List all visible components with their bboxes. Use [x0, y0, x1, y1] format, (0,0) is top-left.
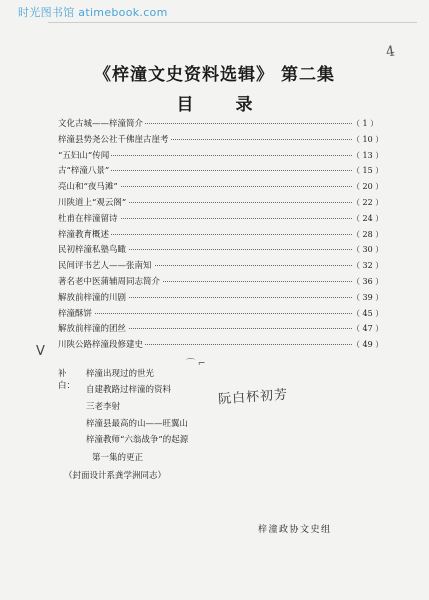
toc-entry-title: 古“梓潼八景”	[58, 166, 110, 177]
book-title: 《梓潼文史资料选辑》 第二集	[94, 65, 335, 85]
toc-entry-title: 梓潼县势尧公社千佛崖古崖考	[58, 134, 169, 145]
toc-entry-page: （ 15 ）	[352, 166, 384, 176]
toc-entry	[58, 276, 384, 288]
supplement-label: 补白：	[58, 369, 76, 391]
toc-entry	[58, 213, 384, 225]
toc-entry-title: 杜甫在梓潼留诗	[58, 213, 118, 224]
toc-entry-page: （ 28 ）	[352, 229, 384, 239]
toc-entry-page: （ 49 ）	[352, 340, 384, 350]
toc-entry	[58, 308, 384, 320]
publisher: 梓潼政协文史组	[258, 525, 332, 535]
toc-entry-title: 文化古城——梓潼简介	[58, 119, 144, 129]
toc-entry-title: 川陕公路梓潼段修建史	[58, 340, 144, 351]
toc-entry	[58, 323, 384, 335]
toc-entry	[58, 229, 384, 241]
pencil-tick-marks: ⌒ ⌐	[186, 359, 206, 369]
toc-entry-page: （ 20 ）	[352, 182, 384, 192]
toc-entry-title: 川陕道上“观云阁”	[58, 198, 127, 208]
toc-entry	[58, 118, 378, 130]
supplement-item: 梓潼县最高的山——旺翼山	[86, 419, 189, 429]
toc-entry-page: （ 10 ）	[352, 134, 384, 144]
toc-entry-title: 著名老中医蒲辅周同志简介	[58, 277, 161, 287]
toc-entry	[58, 165, 384, 177]
supplement-item: 第一集的更正	[92, 453, 144, 463]
toc-entry	[58, 339, 384, 351]
toc-entry	[58, 134, 384, 146]
scan-edge-line	[48, 22, 417, 23]
toc-entry-title: 解放前梓潼的团丝	[58, 324, 127, 335]
toc-entry	[58, 197, 384, 209]
toc-entry-page: （ 47 ）	[352, 324, 384, 334]
toc-entry-page: （ 36 ）	[352, 277, 384, 286]
cover-design-credit: （封面设计系龚学洲同志）	[64, 471, 167, 481]
supplement-item: 梓潼出现过的世光	[86, 369, 155, 379]
toc-entry-page: （ 39 ）	[352, 292, 384, 302]
supplement-item: 三老李射	[86, 402, 121, 412]
toc-entry-title: 民间评书艺人——张南知	[58, 261, 152, 272]
toc-entry	[58, 292, 384, 304]
toc-entry-page: （ 30 ）	[352, 245, 384, 255]
corner-pencil-mark: 4	[384, 43, 397, 61]
toc-entry-page: （ 32 ）	[352, 261, 384, 271]
margin-check-mark: V	[36, 344, 45, 359]
toc-entry-page: （ 24 ）	[352, 213, 384, 223]
toc-entry-page: （ 13 ）	[352, 150, 384, 160]
toc-entry	[58, 150, 384, 162]
toc-entry-title: 梓潼酥饼	[58, 308, 93, 319]
toc-entry-title: 解放前梓潼的川剧	[58, 292, 127, 303]
toc-entry	[58, 181, 384, 193]
toc-entry-title: 亮山和“夜马滩”	[58, 182, 118, 193]
toc-entry-title: “五妇山”传闻	[58, 150, 110, 161]
toc-entry-title: 梓潼教育概述	[58, 229, 110, 240]
handwritten-note: 阮白杯初芳	[217, 387, 289, 408]
toc-entry	[58, 260, 384, 272]
toc-leader-dots	[58, 313, 352, 314]
toc-entry-page: （ 1 ）	[352, 119, 379, 128]
contents-heading: 目 录	[176, 95, 271, 115]
supplement-item: 梓潼教师“六翁战争”的起源	[86, 435, 189, 445]
supplement-item: 自建教路过梓潼的资料	[86, 385, 172, 395]
toc-entry-title: 民初梓潼私塾鸟瞰	[58, 245, 127, 256]
toc-entry-page: （ 45 ）	[352, 308, 384, 318]
watermark: 时光图书馆 atimebook.com	[18, 6, 168, 19]
toc-entry	[58, 244, 384, 256]
toc-entry-page: （ 22 ）	[352, 198, 384, 207]
